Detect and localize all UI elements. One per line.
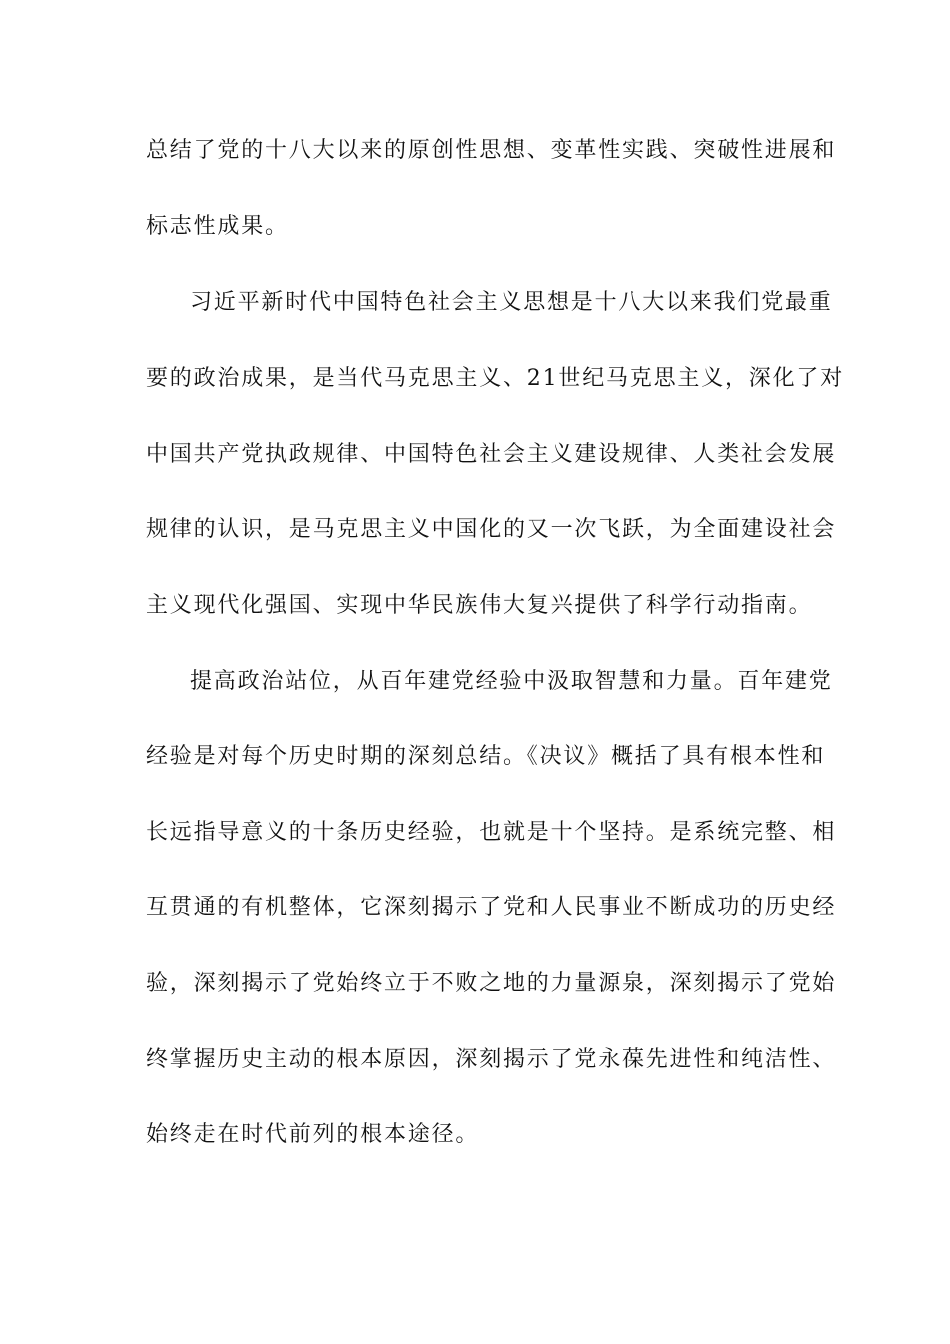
text-line: 标志性成果。: [146, 214, 289, 239]
text-line: 长远指导意义的十条历史经验，也就是十个坚持。是系统完整、相: [146, 820, 837, 845]
text-line: 总结了党的十八大以来的原创性思想、变革性实践、突破性进展和: [146, 138, 837, 163]
text-line: 互贯通的有机整体，它深刻揭示了党和人民事业不断成功的历史经: [146, 895, 837, 920]
text-line: 主义现代化强国、实现中华民族伟大复兴提供了科学行动指南。: [146, 593, 813, 618]
paragraph-start-line: 习近平新时代中国特色社会主义思想是十八大以来我们党最重: [190, 290, 833, 315]
text-line: 中国共产党执政规律、中国特色社会主义建设规律、人类社会发展: [146, 442, 837, 467]
text-line: 终掌握历史主动的根本原因，深刻揭示了党永葆先进性和纯洁性、: [146, 1047, 837, 1072]
paragraph-start-line: 提高政治站位，从百年建党经验中汲取智慧和力量。百年建党: [190, 669, 833, 694]
text-line: 经验是对每个历史时期的深刻总结。《决议》概括了具有根本性和: [146, 744, 826, 769]
text-line: 始终走在时代前列的根本途径。: [146, 1122, 480, 1147]
text-line: 验，深刻揭示了党始终立于不败之地的力量源泉，深刻揭示了党始: [146, 971, 837, 996]
text-line: 要的政治成果，是当代马克思主义、21世纪马克思主义，深化了对: [146, 366, 844, 391]
text-line: 规律的认识，是马克思主义中国化的又一次飞跃，为全面建设社会: [146, 517, 837, 542]
